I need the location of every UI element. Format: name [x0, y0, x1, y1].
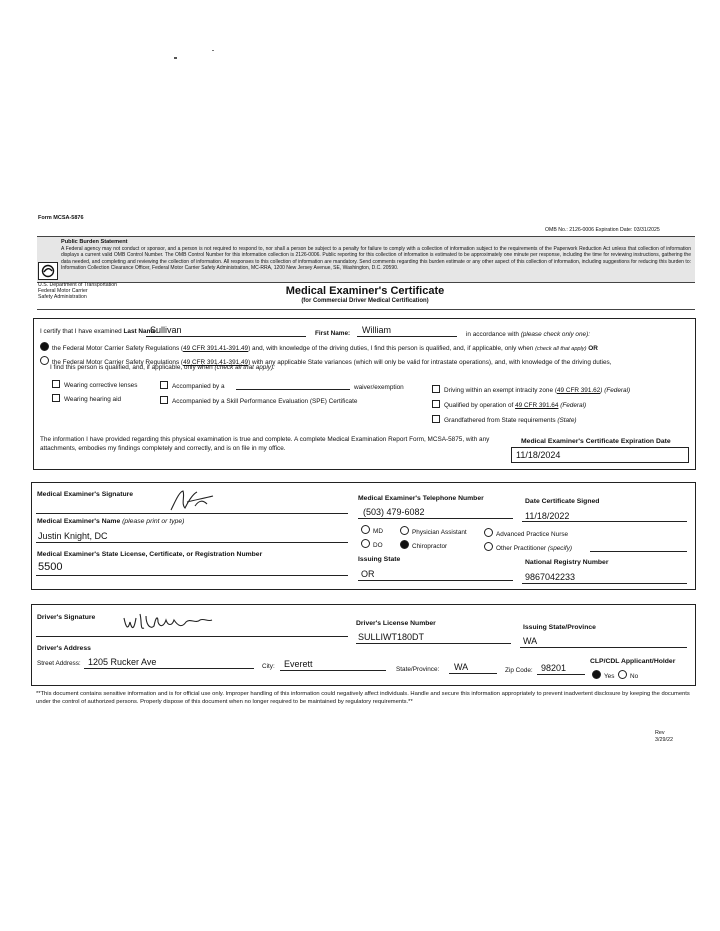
- expiration-date[interactable]: 11/18/2024: [516, 450, 561, 460]
- accompanied-label: Accompanied by a: [172, 383, 225, 390]
- spe-label: Accompanied by a Skill Performance Evaluation (SPE) Certificate: [172, 398, 358, 405]
- license-line: [36, 575, 348, 576]
- last-name-field[interactable]: Sullivan: [150, 325, 182, 335]
- last-name-label: Last Name:: [123, 328, 158, 335]
- intracity-cfr-link[interactable]: 49 CFR 391.62: [556, 387, 601, 394]
- cb-grandfathered[interactable]: [432, 415, 577, 424]
- opt2-text: the Federal Motor Carrier Safety Regulations (: [52, 359, 184, 366]
- option-state-line2: [50, 364, 275, 371]
- clp-yes[interactable]: [592, 670, 614, 680]
- zip-label: Zip Code:: [505, 667, 533, 674]
- option-federal: [40, 342, 690, 352]
- grandfathered-label: Grandfathered from State requirements: [444, 417, 556, 424]
- date-signed-field[interactable]: 11/18/2022: [525, 511, 570, 521]
- first-name-field[interactable]: William: [362, 325, 391, 335]
- expiration-label: Medical Examiner's Certificate Expiration Date: [521, 438, 671, 445]
- city-line: [280, 670, 386, 671]
- other-radio[interactable]: [484, 542, 493, 551]
- intracity-label: Driving within an exempt intracity zone (: [444, 387, 557, 394]
- attestation-statement: The information I have provided regarding this physical examination is true and complete. A complete Medical Examination Report Form, MCSA-5875, with any attachments, embodies my findings completely and correctly, and is on file in my office.: [40, 436, 490, 452]
- lenses-checkbox[interactable]: [52, 380, 60, 388]
- clp-yes-radio[interactable]: [592, 670, 601, 679]
- last-name-line: [146, 336, 306, 337]
- accordance-label: in accordance with: [466, 331, 519, 338]
- federal-radio[interactable]: [40, 342, 49, 351]
- first-name-label: First Name:: [315, 330, 351, 337]
- opt1-text-post: ) and, with knowledge of the driving duties, I find this person is qualified, and, if applicable, only when: [248, 345, 534, 352]
- expiration-box[interactable]: [511, 447, 689, 463]
- certify-intro-text: I certify that I have examined: [40, 328, 122, 335]
- opt2-text-post: ) with any applicable State variances (which will only be valid for intrastate operations), and, with knowledge of the driving duties,: [248, 359, 612, 366]
- clp-yes-label: Yes: [604, 673, 615, 680]
- burden-title: Public Burden Statement: [61, 239, 128, 245]
- scan-speck: [174, 57, 177, 59]
- examiner-name-hint: (please print or type): [122, 518, 185, 525]
- chiropractor-label: Chiropractor: [412, 543, 448, 550]
- zip-field[interactable]: 98201: [541, 663, 567, 673]
- clp-no-label: No: [630, 673, 639, 680]
- street-line: [84, 668, 254, 669]
- state-field[interactable]: WA: [454, 662, 469, 672]
- dot-logo: [38, 262, 58, 280]
- md-label: MD: [373, 528, 383, 535]
- clp-no[interactable]: [618, 670, 638, 680]
- waiver-line: [236, 389, 350, 390]
- driver-signature-label: Driver's Signature: [37, 614, 96, 621]
- pa-radio[interactable]: [400, 526, 409, 535]
- phone-label: Medical Examiner's Telephone Number: [358, 495, 484, 502]
- opt-apn[interactable]: [484, 528, 568, 538]
- opt1-text: the Federal Motor Carrier Safety Regulations (: [52, 345, 184, 352]
- license-field[interactable]: 5500: [38, 561, 63, 573]
- apn-radio[interactable]: [484, 528, 493, 537]
- issuing-state-field[interactable]: OR: [361, 569, 375, 579]
- spe-checkbox[interactable]: [160, 396, 168, 404]
- opt1-check-hint: (check all that apply): [535, 346, 587, 352]
- state-line: [449, 673, 497, 674]
- pa-label: Physician Assistant: [412, 529, 467, 536]
- driver-license-field[interactable]: SULLIWT180DT: [358, 632, 425, 642]
- other-hint: (specify): [547, 545, 573, 552]
- issuing-province-label: Issuing State/Province: [523, 624, 596, 631]
- cb-hearing-aid[interactable]: [52, 394, 121, 403]
- agency-line: Federal Motor Carrier: [38, 287, 88, 294]
- city-label: City:: [262, 663, 275, 670]
- examiner-signature-image: [165, 488, 220, 512]
- hearing-label: Wearing hearing aid: [64, 396, 122, 403]
- intracity-checkbox[interactable]: [432, 385, 440, 393]
- examiner-name-label-text: Medical Examiner's Name: [37, 518, 121, 525]
- agency-line: Safety Administration: [38, 293, 87, 300]
- qualified-checkbox[interactable]: [432, 400, 440, 408]
- certify-intro: [40, 328, 158, 335]
- check-one-hint: (please check only one):: [520, 331, 590, 338]
- license-label: Medical Examiner's State License, Certificate, or Registration Number: [37, 551, 263, 558]
- registry-label: National Registry Number: [525, 559, 609, 566]
- md-radio[interactable]: [361, 525, 370, 534]
- opt-pa[interactable]: [400, 526, 467, 536]
- state-variance-radio[interactable]: [40, 356, 49, 365]
- header-rule: [37, 309, 695, 310]
- cb-intracity[interactable]: [432, 385, 630, 394]
- driver-signature-line: [36, 636, 348, 637]
- revision-block: [655, 730, 673, 743]
- page-title: Medical Examiner's Certificate: [285, 285, 445, 297]
- rev-date: 3/29/22: [655, 736, 673, 743]
- dot-emblem-icon: [39, 263, 57, 279]
- other-line: [590, 551, 687, 552]
- lenses-label: Wearing corrective lenses: [64, 382, 138, 389]
- issuing-province-field[interactable]: WA: [523, 636, 538, 646]
- do-label: DO: [373, 542, 383, 549]
- intracity-post: ) (Federal): [600, 387, 631, 394]
- driver-signature-image: [120, 610, 215, 634]
- street-label: Street Address:: [37, 660, 81, 667]
- examiner-name-field[interactable]: Justin Knight, DC: [38, 531, 108, 541]
- apn-label: Advanced Practice Nurse: [496, 531, 569, 538]
- waiver-label: waiver/exemption: [354, 384, 404, 391]
- driver-license-label: Driver's License Number: [356, 620, 436, 627]
- examiner-name-line: [36, 542, 348, 543]
- date-signed-line: [522, 521, 687, 522]
- opt2-line2-text: I find this person is qualified, and, if applicable, only when: [50, 364, 213, 371]
- examiner-signature-label: Medical Examiner's Signature: [37, 491, 134, 498]
- driver-license-line: [356, 643, 511, 644]
- form-id: Form MCSA-5876: [38, 215, 84, 221]
- opt2-cfr-link[interactable]: 49 CFR 391.41-391.49: [183, 359, 249, 366]
- agency-block: [38, 283, 117, 300]
- street-field[interactable]: 1205 Rucker Ave: [88, 657, 157, 667]
- page-subtitle: (for Commercial Driver Medical Certification): [301, 298, 429, 304]
- burden-text: A Federal agency may not conduct or sponsor, and a person is not required to respond to, nor shall a person be subject to a penalty for failure to comply with a collection of information subject to the requirements of the Paperwork Reduction Act unless that collection of information displays a current valid OMB Control Number. The OMB Control Number for this information collection is 2126-0006. Public reporting for this collection of information is estimated to be approximately one minute per response, including the time for reviewing instructions, gathering the data needed, and completing and reviewing the collection of information. All responses to this collection of information are mandatory. Send comments regarding this burden estimate or any other aspect of this collection of information, including suggestions for reducing this burden to: Information Collection Clearance Officer, Federal Motor Carrier Safety Administration, MC-RRA, 1200 New Jersey Avenue, SE, Washington, D.C. 20590.: [61, 246, 691, 272]
- first-name-line: [357, 336, 457, 337]
- cb-spe[interactable]: [160, 396, 357, 405]
- zip-line: [537, 674, 585, 675]
- burden-statement: [37, 236, 695, 283]
- grandfathered-post: (State): [557, 417, 577, 424]
- clp-no-radio[interactable]: [618, 670, 627, 679]
- registry-field[interactable]: 9867042233: [525, 572, 576, 582]
- opt-chiropractor[interactable]: [400, 540, 447, 550]
- accordance-text: [466, 331, 590, 338]
- grandfathered-checkbox[interactable]: [432, 415, 440, 423]
- examiner-name-label: [37, 518, 184, 525]
- qualified-label: Qualified by operation of: [444, 402, 514, 409]
- cb-corrective-lenses[interactable]: [52, 380, 137, 389]
- hearing-checkbox[interactable]: [52, 394, 60, 402]
- issuing-province-line: [520, 647, 687, 648]
- opt-md[interactable]: [361, 525, 383, 535]
- issuing-state-line: [358, 580, 513, 581]
- agency-line: U.S. Department of Transportation: [38, 282, 118, 288]
- phone-line: [358, 518, 513, 519]
- qualified-cfr-link[interactable]: 49 CFR 391.64: [515, 402, 559, 409]
- cb-accompanied-waiver[interactable]: [160, 381, 225, 390]
- or-label: OR: [588, 345, 598, 352]
- registry-line: [522, 583, 687, 584]
- header-rule: [37, 282, 695, 283]
- opt-other[interactable]: [484, 542, 572, 552]
- opt2-check-hint: (check all that apply):: [214, 364, 275, 371]
- do-radio[interactable]: [361, 539, 370, 548]
- confidentiality-notice: **This document contains sensitive information and is for official use only. Improper handling of this information could negatively affect individuals. Handle and secure this information appropriately to prevent inadvertent disclosure by keeping the documents under the control of authorized persons. Properly dispose of this document when no longer required to be maintained by regulatory requirements.**: [36, 691, 690, 705]
- opt-do[interactable]: [361, 539, 383, 549]
- city-field[interactable]: Everett: [284, 659, 313, 669]
- rev-label: Rev: [655, 730, 665, 736]
- clp-cdl-label: CLP/CDL Applicant/Holder: [590, 658, 676, 665]
- phone-field[interactable]: (503) 479-6082: [363, 507, 425, 517]
- date-signed-label: Date Certificate Signed: [525, 498, 600, 505]
- examiner-signature-line: [36, 513, 348, 514]
- chiropractor-radio[interactable]: [400, 540, 409, 549]
- qualified-post: (Federal): [560, 402, 587, 409]
- driver-address-label: Driver's Address: [37, 645, 91, 652]
- cb-qualified-operation[interactable]: [432, 400, 586, 409]
- waiver-checkbox[interactable]: [160, 381, 168, 389]
- scan-speck: [212, 50, 214, 51]
- issuing-state-label: Issuing State: [358, 556, 401, 563]
- omb-number: OMB No.: 2126-0006 Expiration Date: 03/31/2025: [545, 227, 660, 233]
- other-label: Other Practitioner: [496, 545, 547, 552]
- state-label: State/Province:: [396, 666, 440, 673]
- opt1-cfr-link[interactable]: 49 CFR 391.41-391.49: [183, 345, 249, 352]
